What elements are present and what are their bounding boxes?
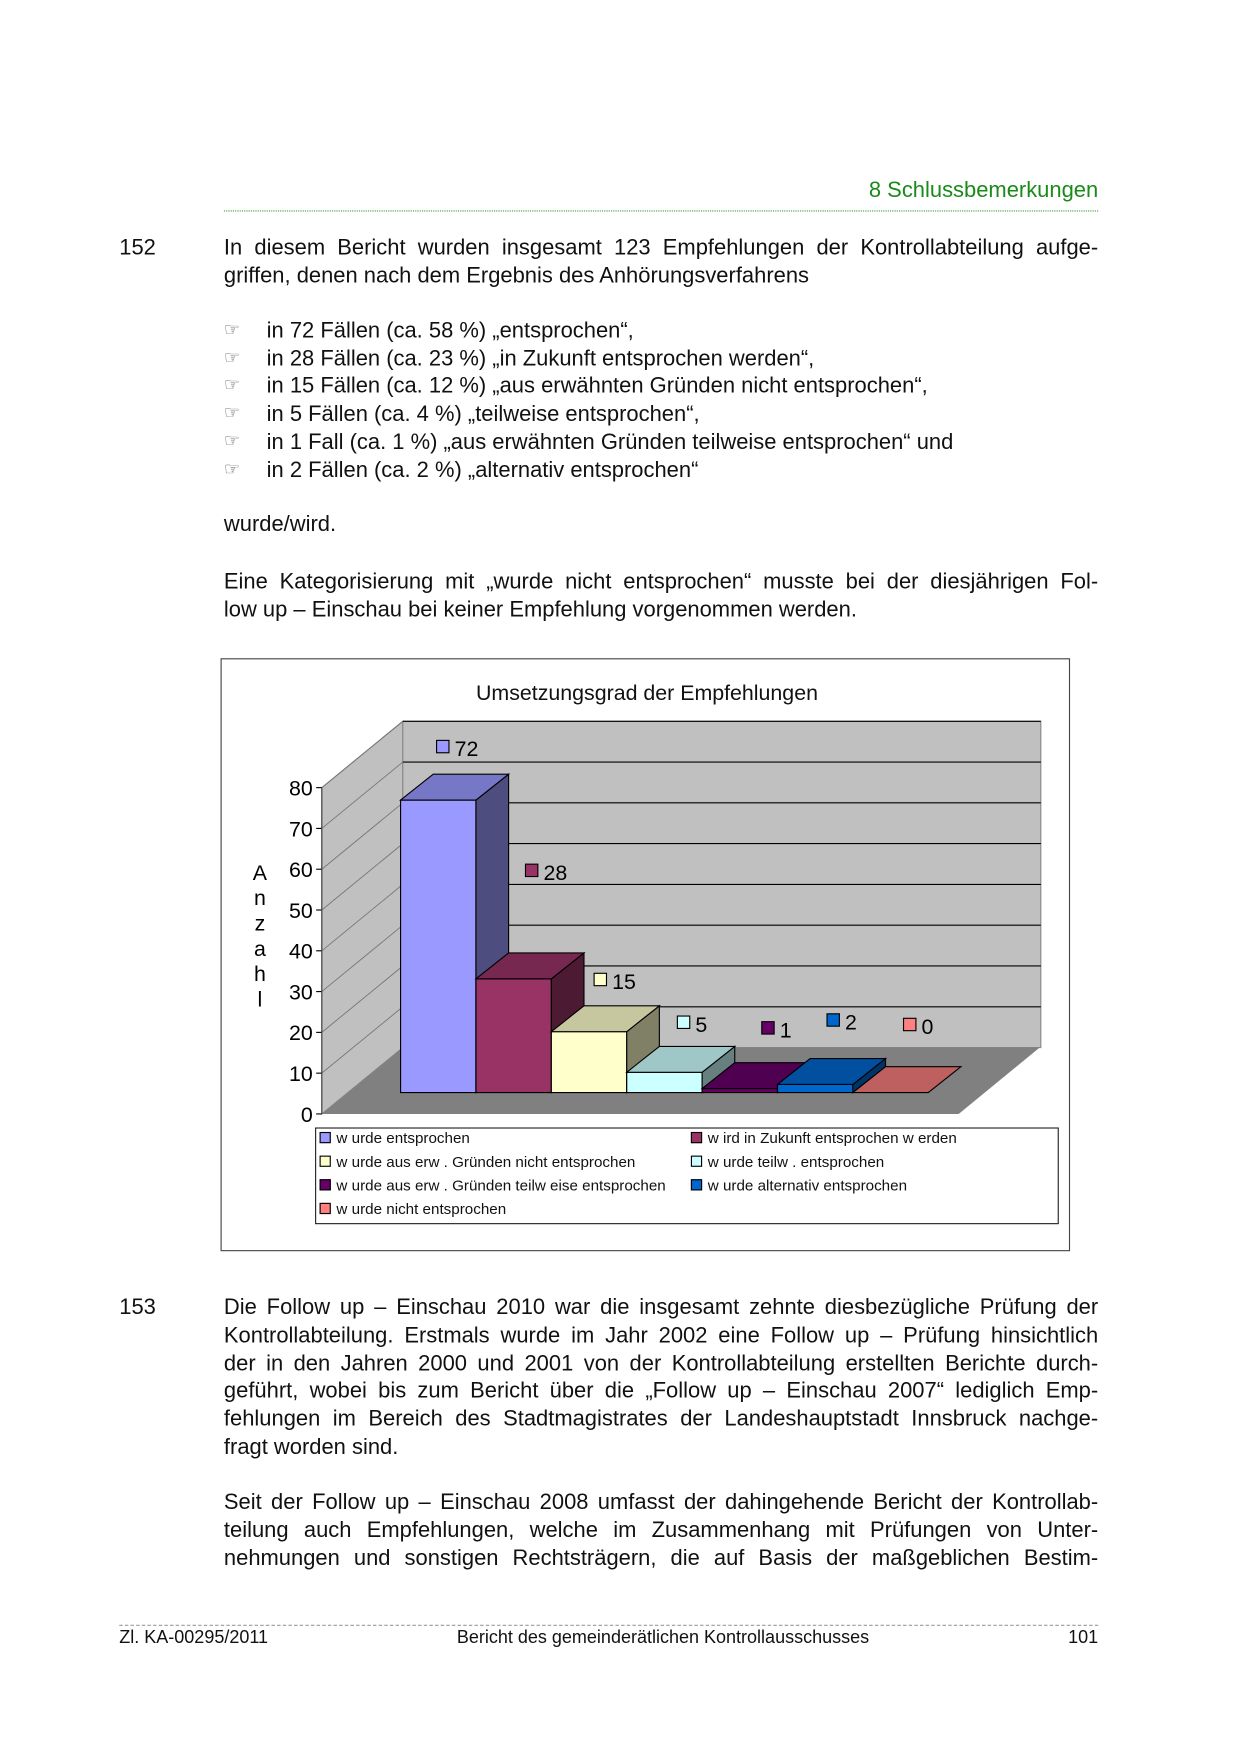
y-axis-label-letter: a [253,936,266,961]
text-line: low up – Einschau bei keiner Empfehlung vorgenommen werden. [223,597,857,623]
chart-legend [315,1127,1059,1224]
legend-label: w urde nicht entsprochen [336,1200,507,1218]
data-label: 5 [695,1012,708,1037]
text-line: In diesem Bericht wurden insgesamt 123 Empfehlungen der Kontrollabteilung aufge- [223,235,1099,260]
bullet-item: in 72 Fällen (ca. 58 %) „entsprochen“, [266,318,634,344]
y-tick-label: 50 [289,898,313,923]
bar-front [476,979,551,1093]
text-line: nehmungen und sonstigen Rechtsträgern, die auf Basis der maßgeblichen Bestim- [223,1546,1099,1571]
bullet-item: in 1 Fall (ca. 1 %) „aus erwähnten Gründen teilweise entsprochen“ und [266,429,954,455]
footer-reference: Zl. KA-00295/2011 [119,1628,269,1648]
legend-swatch [320,1179,331,1190]
data-label-key [525,864,537,876]
paragraph-number: 152 [119,235,156,260]
legend-swatch [691,1156,702,1167]
bullet-item: in 2 Fällen (ca. 2 %) „alternativ entsprochen“ [266,457,699,483]
data-label: 72 [454,737,479,762]
legend-swatch [320,1203,331,1214]
legend-label: w urde aus erw . Gründen teilw eise entsprochen [336,1176,666,1194]
data-label: 0 [921,1015,934,1040]
data-label-key [677,1016,689,1028]
y-axis-label-letter: n [253,886,266,911]
data-label-key [594,973,606,985]
y-axis-label-letter: l [257,987,263,1012]
pointing-hand-icon: ☞ [223,320,241,340]
text-line: fragt worden sind. [223,1434,399,1460]
text-line: griffen, denen nach dem Ergebnis des Anhörungsverfahrens [223,263,810,289]
data-label: 28 [543,860,568,885]
data-label-key [827,1014,839,1026]
data-label: 1 [779,1018,792,1043]
bullet-item: in 28 Fällen (ca. 23 %) „in Zukunft entsprochen werden“, [266,346,815,371]
legend-label: w urde aus erw . Gründen nicht entsprochen [336,1153,636,1171]
legend-item [320,1201,507,1219]
bullet-item: in 15 Fällen (ca. 12 %) „aus erwähnten Gründen nicht entsprochen“, [266,374,928,399]
legend-item [320,1130,470,1148]
legend-item [691,1153,884,1171]
y-axis-label-letter: A [252,860,268,885]
text-line: fehlungen im Bereich des Stadtmagistrates der Landeshauptstadt Innsbruck nachge- [223,1406,1099,1432]
y-axis-label-letter: z [254,911,266,936]
section-header: 8 Schlussbemerkungen [868,177,1099,203]
y-tick-label: 60 [289,858,313,883]
legend-swatch [320,1132,331,1143]
y-axis-label-letter: h [253,962,266,987]
pointing-hand-icon: ☞ [223,431,241,451]
bar-front [778,1084,853,1092]
legend-item [320,1153,636,1171]
text-line: Kontrollabteilung. Erstmals wurde im Jahr 2002 eine Follow up – Prüfung hinsichtlich [223,1323,1099,1348]
text-line: wurde/wird. [223,511,337,537]
data-label: 15 [612,970,636,995]
legend-swatch [320,1156,331,1167]
pointing-hand-icon: ☞ [223,348,241,368]
legend-item [691,1130,957,1148]
legend-swatch [691,1132,702,1143]
footer-title: Bericht des gemeinderätlichen Kontrollausschusses [456,1628,870,1648]
pointing-hand-icon: ☞ [223,404,241,424]
y-tick-label: 20 [289,1021,313,1046]
pointing-hand-icon: ☞ [223,376,241,396]
legend-label: w urde alternativ entsprochen [707,1176,908,1194]
y-tick-label: 0 [300,1102,313,1127]
bar-front [702,1089,777,1093]
data-label-key [762,1022,774,1034]
legend-swatch [691,1179,702,1190]
text-line: teilung auch Empfehlungen, welche im Zusammenhang mit Prüfungen von Unter- [223,1517,1099,1543]
pointing-hand-icon: ☞ [223,459,241,479]
y-tick-label: 70 [289,817,313,842]
bullet-item: in 5 Fällen (ca. 4 %) „teilweise entsprochen“, [266,401,700,427]
legend-label: w ird in Zukunft entsprochen w erden [707,1129,957,1147]
text-line: Seit der Follow up – Einschau 2008 umfasst der dahingehende Bericht der Kontrollab- [223,1489,1099,1515]
text-line: geführt, wobei bis zum Bericht über die „Follow up – Einschau 2007“ lediglich Emp- [223,1378,1099,1404]
data-label-key [437,740,449,752]
y-tick-label: 80 [289,776,313,801]
legend-label: w urde teilw . entsprochen [707,1153,885,1171]
bar-front [551,1032,626,1093]
y-tick-label: 30 [289,980,313,1005]
y-tick-label: 10 [289,1062,313,1087]
legend-label: w urde entsprochen [336,1129,470,1147]
bar-front [401,800,476,1092]
text-line: Eine Kategorisierung mit „wurde nicht entsprochen“ musste bei der diesjährigen Fol- [223,569,1099,595]
footer-divider [119,1625,1098,1626]
chart-title: Umsetzungsgrad der Empfehlungen [476,680,818,705]
data-label-key [904,1018,916,1030]
text-line: der in den Jahren 2000 und 2001 von der Kontrollabteilung erstellten Berichte durch- [223,1351,1099,1377]
paragraph-number: 153 [119,1295,156,1320]
legend-item [691,1177,907,1195]
y-tick-label: 40 [289,939,313,964]
legend-item [320,1177,666,1195]
page-number: 101 [1068,1628,1099,1648]
header-divider [224,210,1098,211]
bar-front [627,1072,702,1092]
text-line: Die Follow up – Einschau 2010 war die insgesamt zehnte diesbezügliche Prüfung der [223,1295,1099,1320]
data-label: 2 [845,1010,857,1035]
